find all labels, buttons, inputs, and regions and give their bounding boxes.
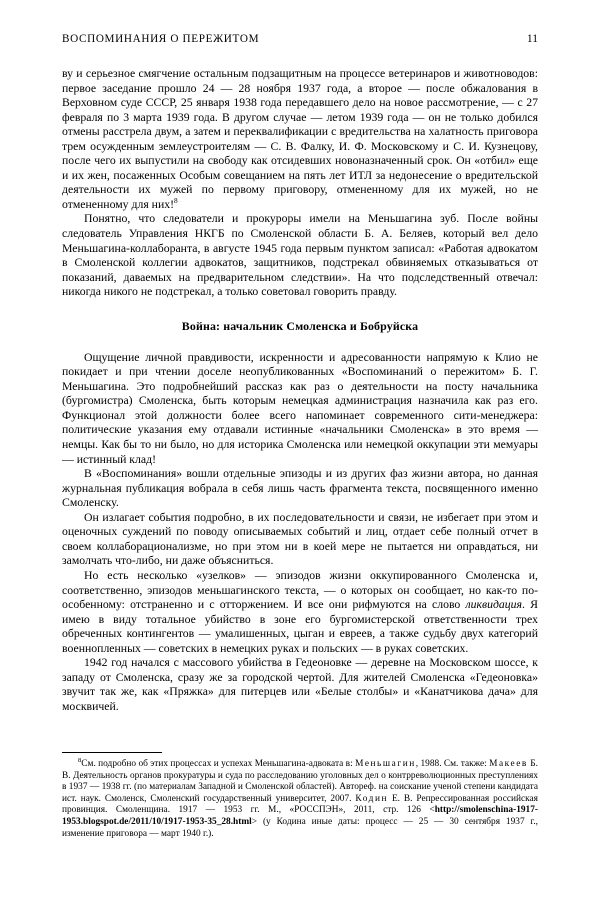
emphasized-term: ликвидация	[465, 598, 523, 612]
footnote-marker: 8	[78, 756, 82, 764]
paragraph-text: ву и серьезное смягчение остальным подзащитным на процессе ветеринаров и животноводов: первое заседание прошло 24 — 28 ноября 1937 года, а второе — после обжалования в Верховном суде СССР, 25 января 1938 года передавшего дело на новое рассмотрение, — с 27 февраля по 3 марта 1939 года. В другом случае — летом 1939 года — он не только добился отмены расстрела двум, а затем и переквалификации с вредительства на халатность приговора трем осужденным землеустроителям — С. В. Фалку, И. Ф. Московскому и С. И. Кузнецову, после чего их выпустили на свободу как отсидевших новоназначенный срок. Он «отбил» еще и их жен, посаженных Особым совещанием на пять лет ИТЛ за недонесение о вредительской деятельности их мужей по первому приговору, отмененному для их мужей, но не отмененному для них!	[62, 67, 538, 211]
footnote-segment-5: > (у Кодина иные даты: процесс — 25 — 30 сентября 1937 г., изменение приговора — март 1940 г.).	[62, 816, 538, 839]
footnote-block	[62, 752, 538, 840]
running-header-title: ВОСПОМИНАНИЯ О ПЕРЕЖИТОМ	[62, 33, 260, 45]
paragraph-memoir-impression: Ощущение личной правдивости, искренности и адресованности напрямую к Клио не покидает и при чтении доселе неопубликованных «Воспоминаний о пережитом» Б. Г. Меньшагина. Это подробнейший рассказ как раз о деятельности на посту начальника (бургомистра) Смоленска, быть которым немецкая администрация назначила как раз его. Функционал этой должности более всего напоминает современного сити-менеджера: политические указания ему отдавали истинные «начальники Смоленска» в это время — немцы. Как бы то ни было, но для историка Смоленска или немецкой оккупации эти мемуары — истинный клад!	[62, 350, 538, 466]
paragraph-continued	[62, 67, 538, 212]
paragraph-investigators: Понятно, что следователи и прокуроры имели на Меньшагина зуб. После войны следователь Управления НКГБ по Смоленской области Б. А. Беляев, который вел дело Меньшагина-коллаборанта, в августе 1945 года первым пунктом записал: «Работая адвокатом в Смоленской коллегии адвокатов, защитников, подстрекал обвиняемых отказываться от показаний, даваемых на предварительном следствии». На что подследственный отвечал: никогда никого не подстрекал, а только советовал говорить правду.	[62, 212, 538, 299]
paragraph-gedeonovka: 1942 год начался с массового убийства в Гедеоновке — деревне на Московском шоссе, к западу от Смоленска, сразу же за городской чертой. Для жителей Смоленска «Гедеоновка» звучит так же, как «Пряжка» для питерцев или «Белые столбы» и «Канатчикова дача» для москвичей.	[62, 656, 538, 713]
section-heading: Война: начальник Смоленска и Бобруйска	[181, 318, 419, 333]
paragraph-narrative-style: Он излагает события подробно, в их последовательности и связи, не избегает при этом и оценочных суждений по поводу описываемых событий и лиц, отдает себе полный отчет в своем коллаборационализме, но при этом ни в коей мере не пытается ни оправдаться, ни замолчать что-либо, ни даже объясниться.	[62, 510, 538, 568]
footnote-reference[interactable]: 8	[174, 196, 178, 206]
footnote-entry	[62, 756, 538, 840]
footnote-segment-3: Б. В. Деятельность органов прокуратуры и суда по расследованию уголовных дел о контрреволюционных преступлениях в 1937 — 1938 гг. (по материалам Западной и Смоленской областей). Автореф. на соискание ученой степени кандидата ист. наук. Смоленск, Смоленский государственный университет, 2007.	[62, 759, 538, 804]
footnote-url[interactable]: http://smolenschina-1917-1953.blogspot.de/2011/10/1917-1953-35_28.html	[62, 805, 538, 827]
footnote-segment-1: См. подробно об этих процессах и успехах Меньшагина-адвоката в:	[81, 759, 356, 769]
footnote-author-makeev: Макеев	[489, 759, 528, 769]
page-number: 11	[526, 33, 538, 45]
footnote-segment-4: Е. В. Репрессированная российская провинция. Смоленщина. 1917 — 1953 гг. М., «РОССПЭН», 2011, стр. 126 <	[62, 793, 538, 816]
paragraph-text-before-emphasis: Но есть несколько «узелков» — эпизодов жизни оккупированного Смоленска и, соответственно, эпизодов меньшагинского текста, — о которых он сообщает, но как-то по-особенному: отстраненно и с отторжением. И все они рифмуются на слово	[62, 568, 538, 612]
running-header	[62, 33, 538, 45]
page-content	[62, 0, 538, 714]
paragraph-publication-scope: В «Воспоминания» вошли отдельные эпизоды и из других фаз жизни автора, но данная журнальная публикация вобрала в себя лишь часть фрагмента текста, посвященного именно Смоленску.	[62, 467, 538, 510]
footnote-segment-2: , 1988. См. также:	[415, 759, 490, 769]
paragraph-knots-episodes	[62, 569, 538, 656]
footnote-author-menshagin: Меньшагин	[355, 759, 416, 769]
footnote-author-kodin: Кодин	[355, 793, 389, 804]
footnote-separator-rule	[62, 752, 162, 753]
paragraph-text-after-emphasis: . Я имею в виду тотальное убийство в зоне его бургомистерской ответственности трех обреченных контингентов — умалишенных, цыган и евреев, а также судьбу двух категорий военнопленных — советских в немецких руках и польских — в руках советских.	[62, 598, 539, 655]
